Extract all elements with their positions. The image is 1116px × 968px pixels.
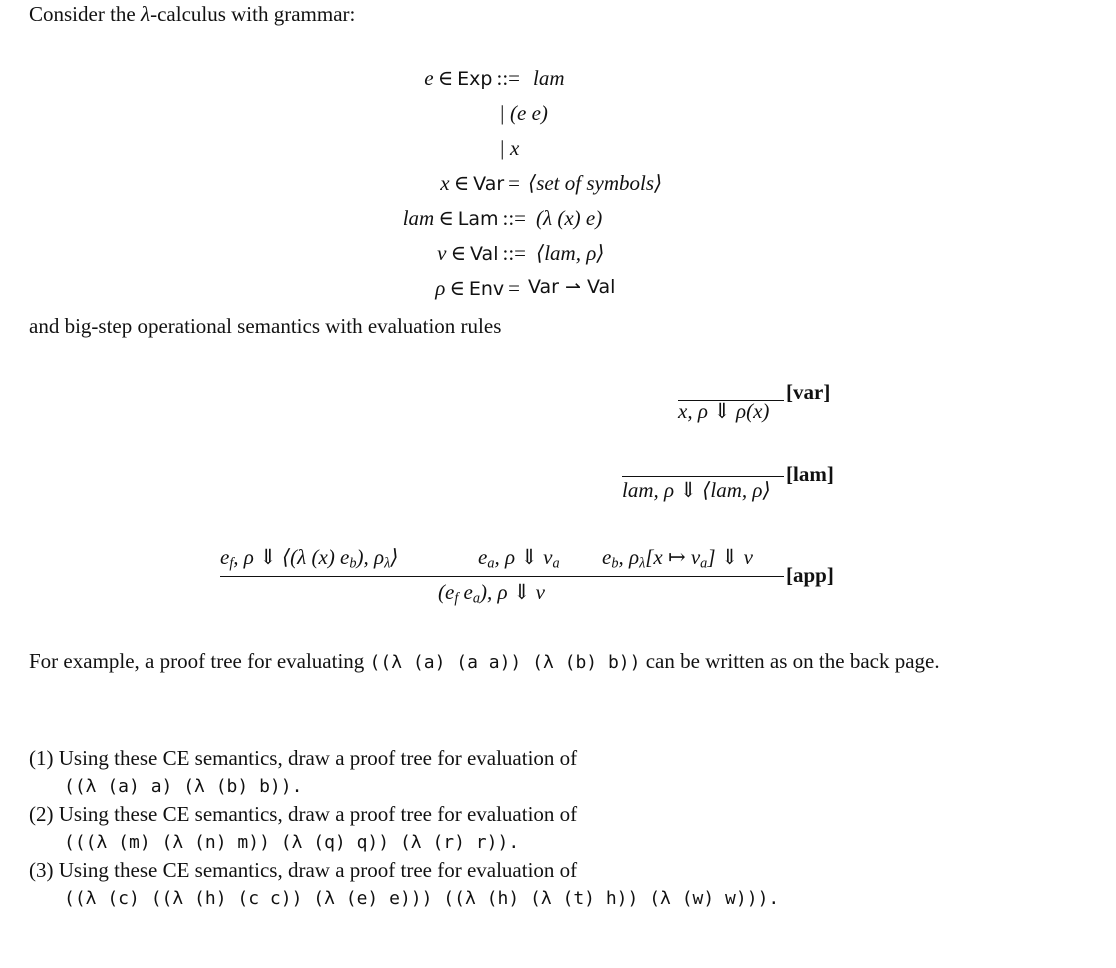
grammar-env-rhs: Var ⇀ Val	[528, 276, 616, 298]
example-suffix: can be written as on the back page.	[640, 649, 940, 673]
intro-text	[29, 2, 355, 27]
grammar-exp-alt2: | x	[499, 136, 520, 160]
rule-app-premise2: $e_a$, ρ ⇓ $v_a$	[478, 545, 560, 572]
question-2: (2) Using these CE semantics, draw a proof tree for evaluation of	[29, 802, 578, 826]
question-3-code: ((λ (c) ((λ (h) (c c)) (λ (e) e))) ((λ (h) (λ (t) h)) (λ (w) w))).	[64, 888, 780, 909]
rule-app-conclusion: ($e_f$ $e_a$), ρ ⇓ v	[438, 580, 546, 607]
grammar-var-rhs: ⟨set of symbols⟩	[528, 171, 663, 195]
grammar-lam-lhs: lam ∈ Lam ::=	[402, 206, 526, 230]
rule-app-name: [app]	[786, 563, 834, 587]
grammar-var-lhs: x ∈ Var =	[440, 171, 520, 195]
intro-suffix: -calculus with grammar:	[150, 2, 356, 26]
rule-var-name: [var]	[786, 380, 831, 404]
rule-app-line	[220, 576, 784, 577]
question-1: (1) Using these CE semantics, draw a proof tree for evaluation of	[29, 746, 578, 770]
intro-lambda: λ	[140, 2, 151, 26]
question-2-code: (((λ (m) (λ (n) m)) (λ (q) q)) (λ (r) r)).	[64, 832, 520, 853]
grammar-exp-lhs: e ∈ Exp ::=	[424, 66, 520, 90]
grammar-val-rhs: ⟨lam, ρ⟩	[536, 241, 605, 265]
rule-lam-name: [lam]	[786, 462, 834, 486]
grammar-val-lhs: v ∈ Val ::=	[437, 241, 526, 265]
rule-app-premise1: $e_f$, ρ ⇓ ⟨(λ (x) $e_b$), $\rho_\lambda⟩$	[220, 545, 399, 572]
grammar-lam-rhs: (λ (x) e)	[536, 206, 603, 230]
example-prefix: For example, a proof tree for evaluating	[29, 649, 370, 673]
question-3: (3) Using these CE semantics, draw a proof tree for evaluation of	[29, 858, 578, 882]
rule-var-conclusion: x, ρ ⇓ ρ(x)	[678, 399, 770, 423]
example-text	[29, 649, 940, 674]
grammar-exp-rhs: lam	[533, 66, 565, 90]
example-code: ((λ (a) (a a)) (λ (b) b))	[369, 652, 641, 673]
rule-app-premise3: $e_b$, $\rho_\lambda[x$ ↦ $v_a$] ⇓ v	[602, 545, 753, 572]
grammar-env-lhs: ρ ∈ Env =	[435, 276, 520, 300]
semantics-intro: and big-step operational semantics with evaluation rules	[29, 314, 502, 338]
rule-lam-line	[622, 476, 784, 477]
grammar-exp-alt1: | (e e)	[499, 101, 548, 125]
intro-prefix: Consider the	[29, 2, 141, 26]
rule-lam-conclusion: lam, ρ ⇓ ⟨lam, ρ⟩	[622, 478, 771, 502]
question-1-code: ((λ (a) a) (λ (b) b)).	[64, 776, 303, 797]
